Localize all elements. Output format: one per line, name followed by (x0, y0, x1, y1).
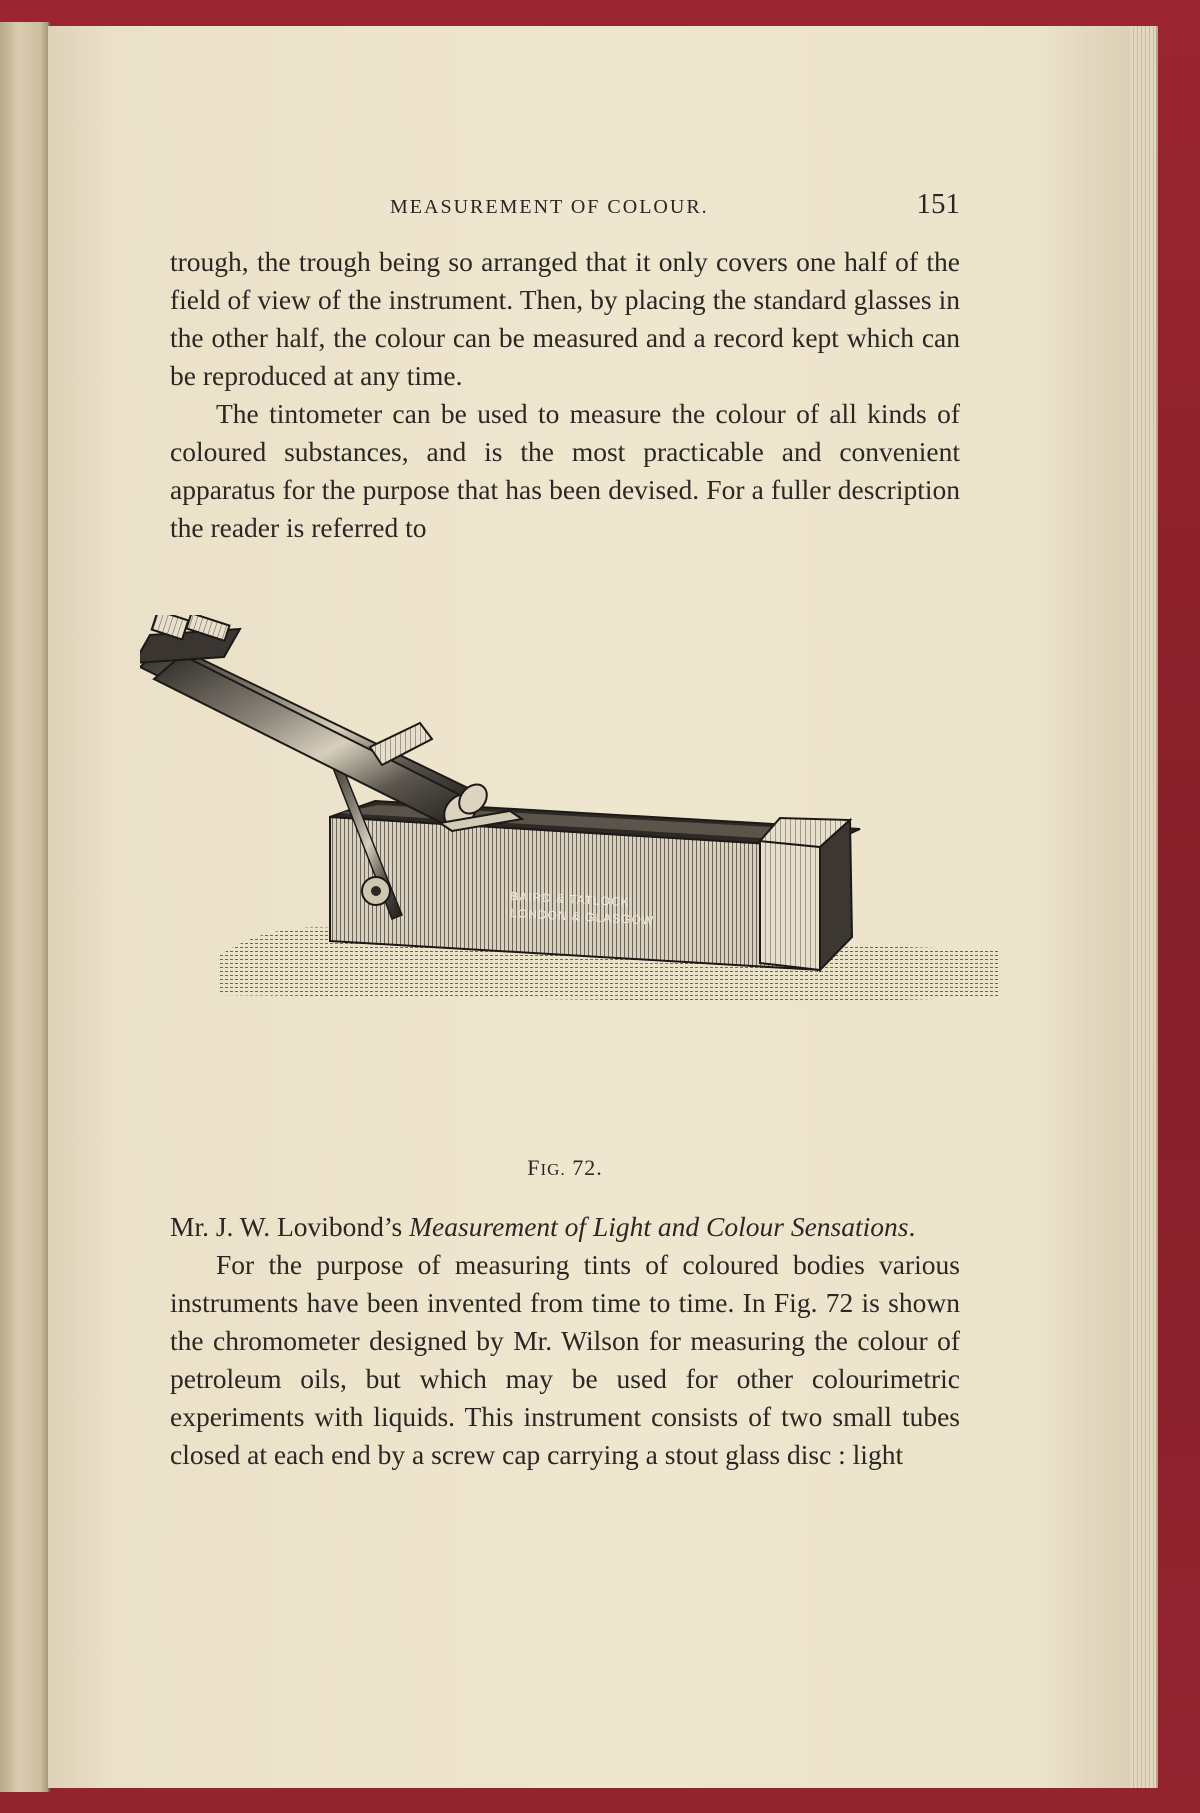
caption-prefix: F (527, 1155, 541, 1180)
chromometer-illustration (140, 615, 1000, 1155)
plate-line-2: LONDON & GLASGOW (509, 906, 655, 928)
plate-line-1: BAIRD & TATLOCK (509, 889, 631, 910)
figure-chromometer (140, 615, 1000, 1155)
page-stack-edge (1130, 26, 1158, 1788)
end-block-front (760, 841, 820, 970)
reference-line (170, 1208, 960, 1246)
facing-page-edge (0, 22, 50, 1792)
paragraph: The tintometer can be used to measure the colour of all kinds of coloured substances, and is the most practicable and convenient apparatus for the purpose that has been devised. For a fuller description the reader is referred to (170, 398, 960, 543)
caption-smallcaps: IG. (540, 1160, 566, 1179)
screw-center (371, 886, 381, 896)
paragraph: trough, the trough being so arranged that it only covers one half of the field of view of the instrument. Then, by placing the standard glasses in the other half, the colour can be measured and a record kept which can be reproduced at any time. (170, 246, 960, 391)
figure-caption (170, 1155, 960, 1181)
reference-title: Measurement of Light and Colour Sensations (409, 1211, 909, 1242)
page-header (170, 186, 960, 226)
page-number: 151 (916, 188, 960, 220)
body-text-top (170, 243, 960, 547)
running-head: MEASUREMENT OF COLOUR. (390, 196, 709, 218)
paragraph: For the purpose of measuring tints of coloured bodies various instruments have been invented from time to time. In Fig. 72 is shown the chromometer designed by Mr. Wilson for measuring the colour of petroleum oils, but which may be used for other colourimetric experiments with liquids. This instrument consists of two small tubes closed at each end by a screw cap carrying a stout glass disc : light (170, 1249, 960, 1470)
reference-author: Mr. J. W. Lovibond’s (170, 1211, 410, 1242)
caption-number: 72. (572, 1155, 603, 1180)
reference-end: . (908, 1211, 916, 1242)
body-text-bottom (170, 1208, 960, 1474)
